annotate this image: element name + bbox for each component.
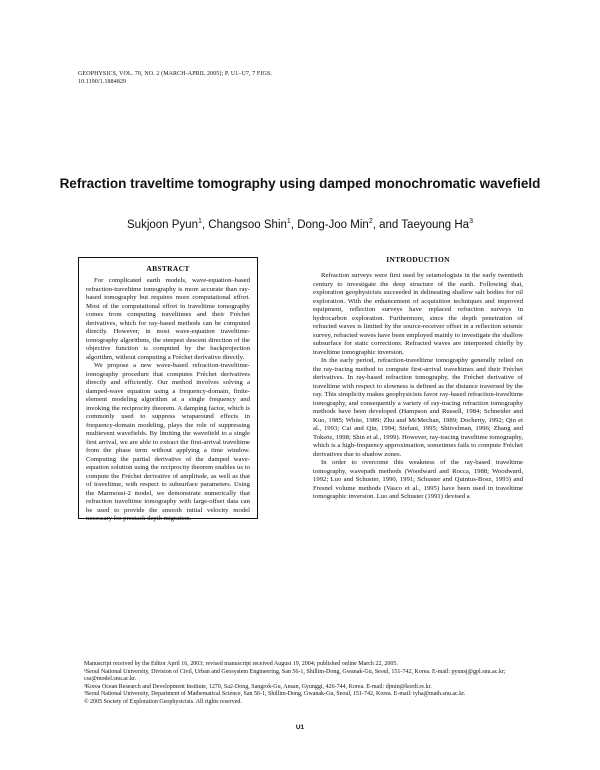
footnote: ¹Seoul National University, Division of Civil, Urban and Geosystem Engineering, San 56-1, Shillim-Dong, Gwanak-Gu, Seoul, 151-742, Korea. E-mail: pyunsj@gpl.snu.ac.kr; css@model.snu.ac.kr. xyxy=(84,668,506,683)
abstract-heading: ABSTRACT xyxy=(146,264,190,273)
author-affiliation-mark: 1 xyxy=(197,218,202,225)
footnotes xyxy=(78,661,524,707)
journal-header xyxy=(78,70,378,86)
abstract-paragraph: We propose a new wave-based refraction-traveltime-tomography procedure that computes Fréchet derivatives directly and efficiently. Our method involves solving a damped-wave equation using a frequency-domain, finite-element modeling algorithm at a single frequency and invoking the reciprocity theorem. A damping factor, which is commonly used to suppress wraparound effects in frequency-domain modeling, plays the role of suppressing multievent wavefields. By limiting the wavefield to a single first arrival, we are able to extract the first-arrival traveltime from the phase term without applying a time window. Computing the partial derivative of the damped wave-equation solution using the reciprocity theorem enables us to compute the Fréchet derivative of amplitude, as well as that of traveltime, with respect to subsurface parameters. Using the Marmousi-2 model, we demonstrate numerically that refraction traveltime tomography with large-offset data can be used to provide the smooth initial velocity model necessary for prestack depth migration. xyxy=(86,362,250,522)
author-name: Sukjoon Pyun xyxy=(127,218,198,231)
author-name: Taeyoung Ha xyxy=(401,218,470,231)
footnote: © 2005 Society of Exploration Geophysicists. All rights reserved. xyxy=(84,698,242,705)
introduction-heading: INTRODUCTION xyxy=(386,255,450,264)
page-number: U1 xyxy=(295,724,305,731)
author-affiliation-mark: 2 xyxy=(368,218,373,225)
introduction-paragraph: In the early period, refraction-traveltime tomography generally relied on the ray-tracing method to compute first-arrival traveltimes and their Fréchet derivatives. In ray-based refraction tomography, the Fréchet derivative of traveltime with respect to slowness is defined as the distance traversed by the ray. This simplicity makes geophysicists favor ray-based refraction-traveltime tomography, and consequently a variety of ray-tracing refraction tomography methods have been developed (Hampson and Russell, 1984; Schneider and Kuo, 1985; White, 1989; Zhu and McMechan, 1989; Docherty, 1992; Qin et al., 1993; Cai and Qin, 1994; Stefani, 1995; Shtivelman, 1996; Zhang and Toksöz, 1998; Shin et al., 1999). However, ray-tracing traveltime tomography, which is a high-frequency approximation, sometimes fails to compute Fréchet derivatives due to shadow zones. xyxy=(313,357,523,458)
author-list xyxy=(0,218,600,231)
author-separator: , xyxy=(290,218,298,231)
paper-title: Refraction traveltime tomography using damped monochromatic wavefield xyxy=(59,176,541,191)
author-name: Changsoo Shin xyxy=(208,218,287,231)
footnote: Manuscript received by the Editor April 16, 2003; revised manuscript received August 19, 2004; published online March 22, 2005. xyxy=(84,661,398,667)
author-affiliation-mark: 3 xyxy=(469,218,473,225)
footnote: ³Seoul National University, Department of Mathematical Science, San 56-1, Shillim-Dong, Gwanak-Gu, Seoul, 151-742, Korea. E-mail: tyha@math.snu.ac.kr. xyxy=(84,691,466,698)
author-name: Dong-Joo Min xyxy=(297,218,369,231)
author-separator: , xyxy=(201,218,209,231)
abstract-paragraph: For complicated earth models, wave-equation–based refraction-traveltime tomography is more accurate than ray-based tomography but requires more computational effort. Most of the computational effort in traveltime tomography comes from computing traveltimes and their Fréchet derivatives, which for ray-based methods can be computed directly. However, in most wave-equation traveltime-tomography algorithms, the steepest descent direction of the objective function is computed by the backprojection algorithm, without computing a Fréchet derivative directly. xyxy=(86,277,250,361)
introduction-column xyxy=(313,255,523,502)
author-separator: , and xyxy=(372,218,402,231)
journal-citation: GEOPHYSICS, VOL. 70, NO. 2 (MARCH-APRIL 2005); P. U1–U7, 7 FIGS. xyxy=(78,71,272,77)
footnote: ²Korea Ocean Research and Development Institute, 1270, Sa2-Dong, Sangrok-Gu, Ansan, Gyunggi, 426-744, Korea. E-mail: djmin@kordi.re.kr. xyxy=(84,683,432,690)
introduction-paragraph: Refraction surveys were first used by seismologists in the early twentieth century to investigate the deep structure of the earth. Following that, exploration geophysicists succeeded in delineating shallow salt bodies for oil exploration. With the enhancement of acquisition techniques and improved equipment, reflection surveys have replaced refraction surveys in hydrocarbon exploration. Furthermore, since the depth penetration of refracted waves is limited by the source-receiver offset in a reflection seismic survey, refracted waves have been employed mainly to investigate the shallow subsurface for static corrections. Refracted waves are interpreted chiefly by traveltime tomographic inversion. xyxy=(313,272,523,356)
introduction-paragraph: In order to overcome this weakness of the ray-based traveltime tomography, wavepath methods (Woodward and Rocca, 1988; Woodward, 1992; Luo and Schuster, 1990, 1991; Schuster and Quintus-Bosz, 1993) and Fresnel volume methods (Vasco et al., 1995) have been used in traveltime tomographic inversion. Luo and Schuster (1991) devised a xyxy=(313,459,523,500)
abstract-box xyxy=(78,257,258,522)
author-affiliation-mark: 1 xyxy=(286,218,291,225)
doi: 10.1190/1.1884829 xyxy=(78,79,127,85)
